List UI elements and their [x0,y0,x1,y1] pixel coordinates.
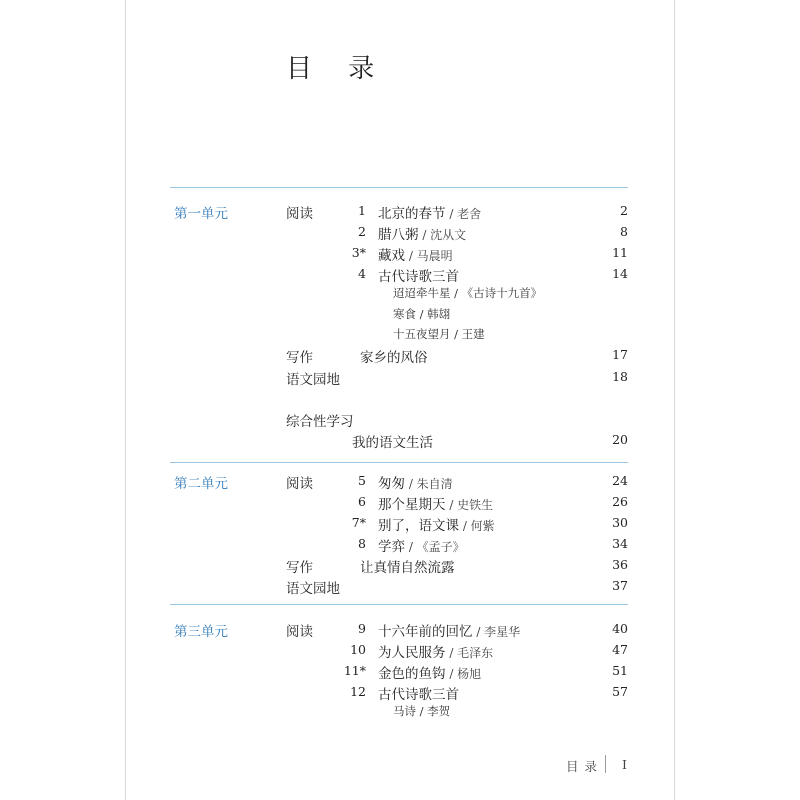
lesson-title[interactable]: 藏戏 / 马晨明 [378,248,453,264]
poem-subtitle: 迢迢牵牛星 / 《古诗十九首》 [393,286,543,300]
section-integrated-label: 综合性学习 [286,414,354,430]
poem-subtitle: 马诗 / 李贺 [393,704,451,718]
unit-label: 第三单元 [174,624,228,640]
lesson-number: 9 [358,621,366,636]
unit-label: 第一单元 [174,206,228,222]
activity-title[interactable]: 我的语文生活 [352,435,433,451]
page-number: 17 [612,347,628,362]
section-reading-label: 阅读 [286,206,313,222]
writing-topic[interactable]: 让真情自然流露 [360,560,455,576]
lesson-title[interactable]: 那个星期天 / 史铁生 [378,497,494,513]
footer-section-label: 目录 [566,759,604,774]
lesson-title[interactable]: 腊八粥 / 沈从文 [378,227,467,243]
lesson-number: 1 [358,203,366,218]
lesson-title[interactable]: 十六年前的回忆 / 李星华 [378,624,521,640]
lesson-number: 11* [343,663,366,678]
section-garden-label: 语文园地 [286,581,340,597]
page-number: 18 [612,369,628,384]
poem-subtitle: 十五夜望月 / 王建 [393,327,485,341]
section-writing-label: 写作 [286,560,313,576]
page-number: 11 [612,245,628,260]
poem-subtitle: 寒食 / 韩翃 [393,307,451,321]
page-number: 47 [612,642,628,657]
section-garden-label: 语文园地 [286,372,340,388]
lesson-number: 3* [351,245,366,260]
page-number: 51 [612,663,628,678]
unit-divider [170,604,628,605]
page-number: 36 [612,557,628,572]
lesson-title[interactable]: 古代诗歌三首 [378,269,459,285]
unit-divider [170,187,628,188]
page-number: 2 [620,203,628,218]
page-number: 24 [612,473,628,488]
page-number: 40 [612,621,628,636]
lesson-title[interactable]: 别了，语文课 / 何紫 [378,518,495,534]
page-number: 26 [612,494,628,509]
lesson-title[interactable]: 古代诗歌三首 [378,687,459,703]
section-reading-label: 阅读 [286,476,313,492]
lesson-title[interactable]: 学弈 / 《孟子》 [378,539,465,555]
lesson-title[interactable]: 金色的鱼钩 / 杨旭 [378,666,482,682]
unit-label: 第二单元 [174,476,228,492]
page-number: 14 [612,266,628,281]
lesson-title[interactable]: 匆匆 / 朱自清 [378,476,453,492]
lesson-title[interactable]: 北京的春节 / 老舍 [378,206,482,222]
section-writing-label: 写作 [286,350,313,366]
page-number: 37 [612,578,628,593]
page-number: 34 [612,536,628,551]
lesson-number: 5 [358,473,366,488]
lesson-number: 2 [358,224,366,239]
lesson-number: 10 [350,642,366,657]
lesson-number: 12 [350,684,366,699]
page-number: 57 [612,684,628,699]
page-number: 20 [612,432,628,447]
page-number: 8 [620,224,628,239]
page-number: 30 [612,515,628,530]
lesson-number: 8 [358,536,366,551]
footer-divider [605,755,606,773]
footer-page-number: I [622,757,627,772]
lesson-title[interactable]: 为人民服务 / 毛泽东 [378,645,494,661]
section-reading-label: 阅读 [286,624,313,640]
writing-topic[interactable]: 家乡的风俗 [360,350,428,366]
lesson-number: 7* [351,515,366,530]
unit-divider [170,462,628,463]
lesson-number: 4 [358,266,366,281]
lesson-number: 6 [358,494,366,509]
page-title: 目 录 [286,54,389,84]
